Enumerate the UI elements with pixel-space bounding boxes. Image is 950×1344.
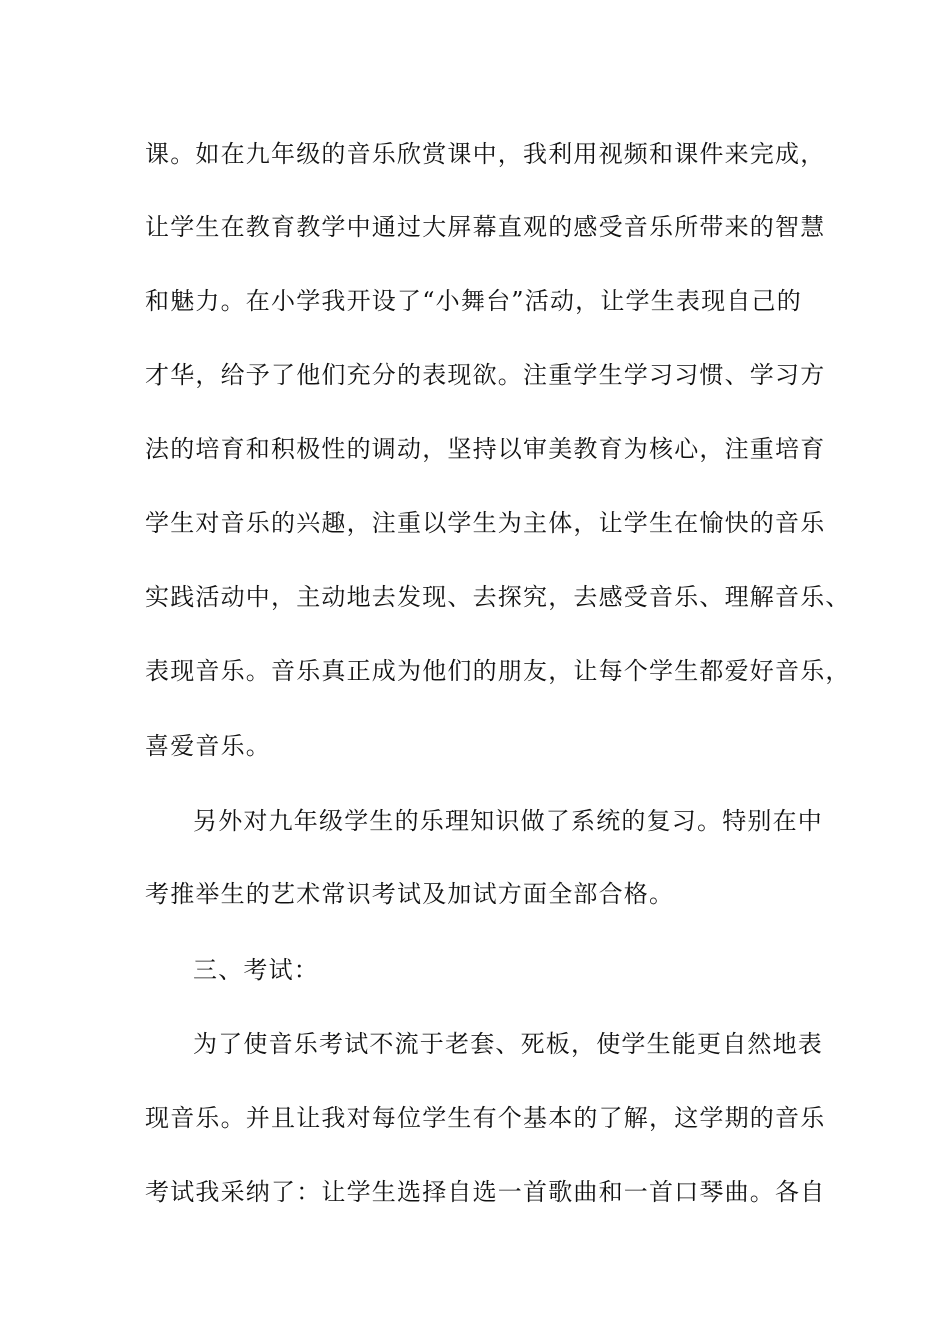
text-line: 课。如在九年级的音乐欣赏课中，我利用视频和课件来完成， [145,140,826,168]
text-line: 才华，给予了他们充分的表现欲。注重学生学习习惯、学习方 [145,361,826,389]
text-line: 让学生在教育教学中通过大屏幕直观的感受音乐所带来的智慧 [145,213,826,241]
text-line: 现音乐。并且让我对每位学生有个基本的了解，这学期的音乐 [145,1104,826,1132]
section-heading: 三、考试： [193,956,319,984]
text-line: 学生对音乐的兴趣，注重以学生为主体，让学生在愉快的音乐 [145,509,826,537]
text-line: 和魅力。在小学我开设了“小舞台”活动，让学生表现自己的 [145,287,802,315]
text-line: 考推举生的艺术常识考试及加试方面全部合格。 [145,880,675,908]
text-line: 法的培育和积极性的调动，坚持以审美教育为核心，注重培育 [145,435,826,463]
text-line: 实践活动中，主动地去发现、去探究，去感受音乐、理解音乐、 [145,583,851,611]
paragraph-first-line: 为了使音乐考试不流于老套、死板，使学生能更自然地表 [193,1030,823,1058]
text-line: 喜爱音乐。 [145,732,271,760]
text-line: 表现音乐。音乐真正成为他们的朋友，让每个学生都爱好音乐， [145,657,851,685]
text-line: 考试我采纳了：让学生选择自选一首歌曲和一首口琴曲。各自 [145,1178,826,1206]
paragraph-first-line: 另外对九年级学生的乐理知识做了系统的复习。特别在中 [193,807,823,835]
